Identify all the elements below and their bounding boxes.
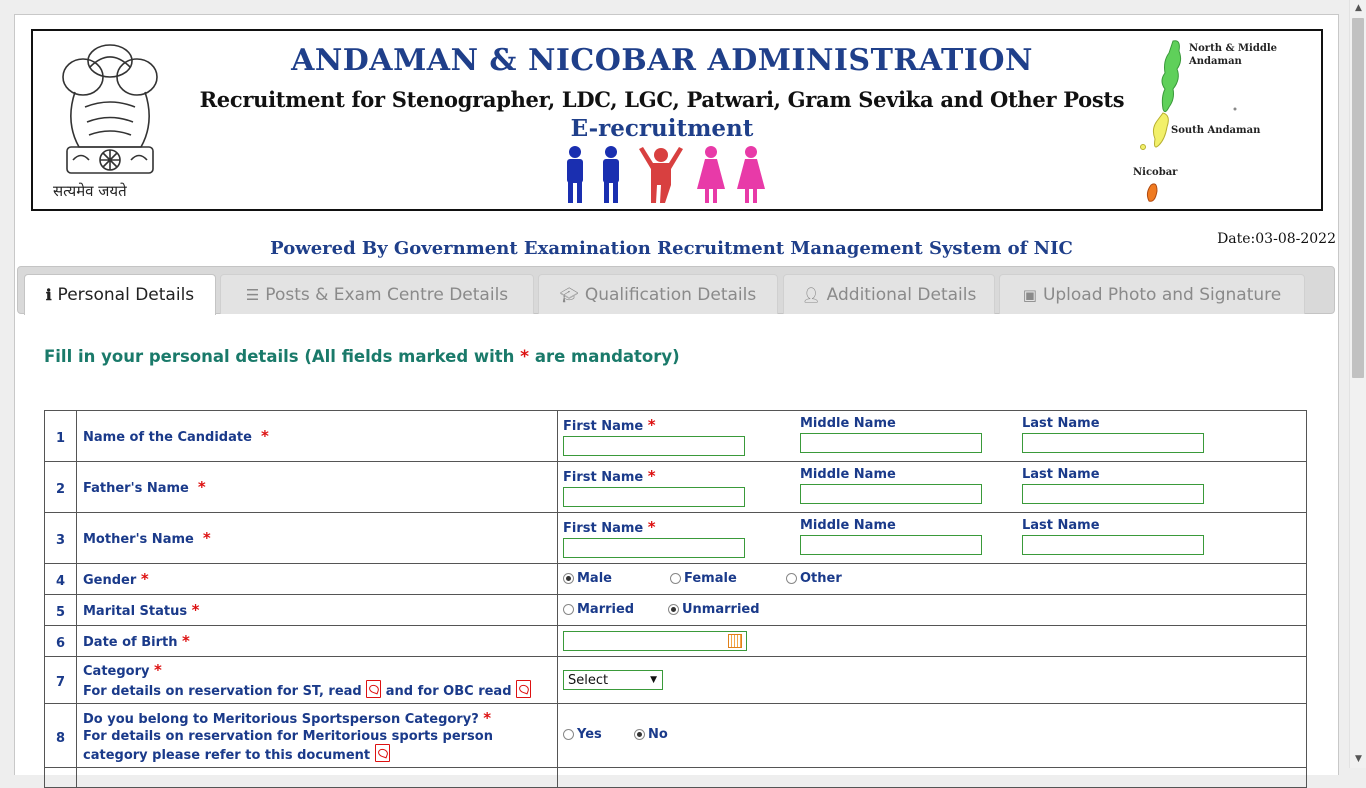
chevron-down-icon: ▼ [650, 675, 657, 685]
category-label: Category [83, 664, 150, 679]
father-middle-name-input[interactable] [800, 484, 982, 504]
name-fields [558, 411, 1307, 462]
row-number: 4 [45, 564, 77, 595]
category-note-obc: and for OBC read [385, 684, 512, 699]
required-star: * [647, 467, 656, 485]
mother-name-label: Mother's Name [83, 532, 194, 547]
mother-first-name-input[interactable] [563, 538, 745, 558]
emblem-caption: सत्यमेव जयते [53, 182, 127, 200]
dob-input[interactable] [563, 631, 747, 651]
people-figures-icon [561, 145, 771, 205]
required-star: * [154, 661, 162, 679]
scroll-up-icon[interactable]: ▲ [1355, 3, 1362, 13]
scrollbar-thumb[interactable] [1352, 18, 1364, 378]
table-row [45, 595, 1307, 626]
form-instruction [44, 347, 680, 367]
name-fields [558, 462, 1307, 513]
graduation-cap-icon: 🎓︎ [559, 285, 579, 304]
required-star: * [520, 347, 530, 367]
marital-married-radio[interactable]: Married [563, 602, 668, 617]
map-label-north: North & Middle [1189, 43, 1277, 54]
candidate-first-name-input[interactable] [563, 436, 745, 456]
first-name-label: First Name [563, 419, 644, 434]
father-last-name-input[interactable] [1022, 484, 1204, 504]
row-label [77, 564, 558, 595]
category-select[interactable] [563, 670, 663, 690]
candidate-name-label: Name of the Candidate [83, 430, 252, 445]
required-star: * [140, 570, 149, 588]
mother-middle-name-input[interactable] [800, 535, 982, 555]
required-star: * [197, 478, 206, 496]
category-select-value: Select [568, 672, 609, 688]
table-row [45, 411, 1307, 462]
banner-erecruitment: E-recruitment [570, 115, 754, 142]
user-icon: 👤︎ [801, 285, 821, 304]
row-label [77, 626, 558, 657]
gender-female-radio[interactable]: Female [670, 571, 786, 586]
marital-unmarried-radio[interactable]: Unmarried [668, 602, 760, 617]
current-date: Date:03-08-2022 [1217, 231, 1336, 247]
last-name-label: Last Name [1022, 416, 1100, 431]
islands-map [1123, 35, 1323, 207]
first-name-label: First Name [563, 470, 644, 485]
sportsperson-options [558, 704, 1307, 768]
required-star: * [202, 529, 211, 547]
tab-qualification-details[interactable] [538, 274, 778, 314]
required-star: * [260, 427, 269, 445]
table-row [45, 704, 1307, 768]
sportsperson-no-radio[interactable]: No [634, 727, 668, 742]
row-number: 7 [45, 657, 77, 704]
row-number: 5 [45, 595, 77, 626]
tab-label: Additional Details [826, 284, 977, 305]
page-scrollbar[interactable] [1349, 0, 1366, 768]
middle-name-label: Middle Name [800, 416, 896, 431]
table-row [45, 626, 1307, 657]
instruction-text: Fill in your personal details (All fields marked with [44, 347, 515, 366]
table-row [45, 513, 1307, 564]
row-label [77, 595, 558, 626]
calendar-icon[interactable] [728, 634, 742, 648]
father-first-name-input[interactable] [563, 487, 745, 507]
powered-by-text: Powered By Government Examination Recruitment Management System of NIC [270, 238, 1073, 259]
row-label [77, 411, 558, 462]
row-number: 8 [45, 704, 77, 768]
sportsperson-note: For details on reservation for Meritorious sports person category please refer to this document [83, 728, 493, 763]
mother-last-name-input[interactable] [1022, 535, 1204, 555]
table-row [45, 462, 1307, 513]
row-label [77, 462, 558, 513]
marital-status-label: Marital Status [83, 604, 188, 619]
last-name-label: Last Name [1022, 467, 1100, 482]
father-name-label: Father's Name [83, 481, 189, 496]
map-label-south: South Andaman [1171, 125, 1261, 136]
row-label [77, 704, 558, 768]
header-banner [31, 29, 1323, 211]
required-star: * [483, 708, 492, 727]
banner-title: ANDAMAN & NICOBAR ADMINISTRATION [291, 43, 1033, 78]
gender-label: Gender [83, 573, 137, 588]
page-container [14, 14, 1339, 775]
required-star: * [647, 518, 656, 536]
banner-subtitle: Recruitment for Stenographer, LDC, LGC, Patwari, Gram Sevika and Other Posts [199, 87, 1125, 112]
row-number: 6 [45, 626, 77, 657]
tab-bar [17, 266, 1335, 314]
gender-options [558, 564, 1307, 595]
table-row [45, 657, 1307, 704]
marital-status-options [558, 595, 1307, 626]
first-name-label: First Name [563, 521, 644, 536]
map-label-nicobar: Nicobar [1133, 167, 1178, 178]
candidate-last-name-input[interactable] [1022, 433, 1204, 453]
table-row [45, 768, 1307, 788]
dob-field [558, 626, 1307, 657]
image-icon: ▣ [1022, 285, 1037, 304]
instruction-text-end: are mandatory) [534, 347, 680, 366]
row-number: 2 [45, 462, 77, 513]
category-note: For details on reservation for ST, read [83, 684, 362, 699]
personal-details-table [44, 410, 1307, 788]
table-row [45, 564, 1307, 595]
required-star: * [191, 601, 200, 619]
tab-additional-details[interactable] [783, 274, 995, 314]
obc-reservation-pdf-icon[interactable] [516, 680, 531, 698]
candidate-middle-name-input[interactable] [800, 433, 982, 453]
st-reservation-pdf-icon[interactable] [366, 680, 381, 698]
category-field [558, 657, 1307, 704]
name-fields [558, 513, 1307, 564]
tab-upload-photo-signature[interactable] [999, 274, 1305, 314]
tab-label: Personal Details [57, 285, 195, 305]
tab-posts-exam-centre[interactable] [220, 274, 534, 314]
middle-name-label: Middle Name [800, 518, 896, 533]
required-star: * [182, 632, 190, 650]
tab-label: Posts & Exam Centre Details [265, 284, 509, 305]
row-number: 1 [45, 411, 77, 462]
row-label [77, 513, 558, 564]
tab-personal-details[interactable] [24, 274, 216, 315]
last-name-label: Last Name [1022, 518, 1100, 533]
row-number: 3 [45, 513, 77, 564]
sportsperson-label: Do you belong to Meritorious Sportsperson Category? [83, 711, 479, 727]
info-icon: ℹ [45, 286, 52, 304]
sportsperson-yes-radio[interactable]: Yes [563, 727, 634, 742]
required-star: * [647, 416, 656, 434]
gender-male-radio[interactable]: Male [563, 571, 670, 586]
gender-other-radio[interactable]: Other [786, 571, 842, 586]
tab-label: Qualification Details [584, 284, 757, 305]
scroll-down-icon[interactable]: ▼ [1355, 754, 1362, 764]
map-label-north-2: Andaman [1189, 56, 1242, 67]
middle-name-label: Middle Name [800, 467, 896, 482]
sportsperson-pdf-icon[interactable] [375, 744, 390, 762]
dob-label: Date of Birth [83, 635, 178, 650]
row-label [77, 657, 558, 704]
tab-label: Upload Photo and Signature [1042, 284, 1282, 305]
list-icon: ☰ [245, 285, 260, 304]
